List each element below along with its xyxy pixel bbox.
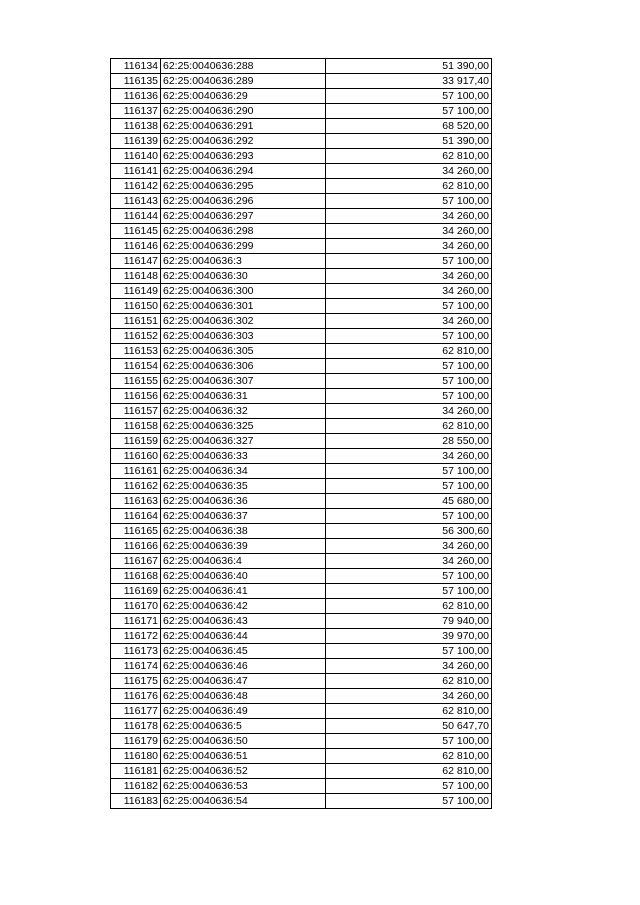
cadastral-number-cell: 62:25:0040636:53: [161, 779, 326, 794]
table-row: [111, 299, 492, 314]
table-row: [111, 719, 492, 734]
row-number-cell: 116176: [111, 689, 161, 704]
row-number-cell: 116144: [111, 209, 161, 224]
value-cell: 34 260,00: [326, 239, 492, 254]
table-row: [111, 734, 492, 749]
cadastral-number-cell: 62:25:0040636:292: [161, 134, 326, 149]
row-number-cell: 116166: [111, 539, 161, 554]
row-number-cell: 116160: [111, 449, 161, 464]
cadastral-number-cell: 62:25:0040636:40: [161, 569, 326, 584]
value-cell: 50 647,70: [326, 719, 492, 734]
row-number-cell: 116147: [111, 254, 161, 269]
table-row: [111, 254, 492, 269]
value-cell: 57 100,00: [326, 374, 492, 389]
table-row: [111, 419, 492, 434]
cadastral-number-cell: 62:25:0040636:38: [161, 524, 326, 539]
row-number-cell: 116149: [111, 284, 161, 299]
row-number-cell: 116143: [111, 194, 161, 209]
table-row: [111, 314, 492, 329]
row-number-cell: 116183: [111, 794, 161, 809]
row-number-cell: 116140: [111, 149, 161, 164]
cadastral-number-cell: 62:25:0040636:302: [161, 314, 326, 329]
cadastral-number-cell: 62:25:0040636:37: [161, 509, 326, 524]
cadastral-number-cell: 62:25:0040636:41: [161, 584, 326, 599]
value-cell: 57 100,00: [326, 734, 492, 749]
cadastral-number-cell: 62:25:0040636:299: [161, 239, 326, 254]
value-cell: 57 100,00: [326, 779, 492, 794]
table-row: [111, 509, 492, 524]
row-number-cell: 116181: [111, 764, 161, 779]
table-row: [111, 449, 492, 464]
cadastral-number-cell: 62:25:0040636:35: [161, 479, 326, 494]
table-row: [111, 389, 492, 404]
row-number-cell: 116150: [111, 299, 161, 314]
table-row: [111, 269, 492, 284]
row-number-cell: 116139: [111, 134, 161, 149]
table-row: [111, 344, 492, 359]
cadastral-number-cell: 62:25:0040636:5: [161, 719, 326, 734]
table-row: [111, 359, 492, 374]
value-cell: 34 260,00: [326, 224, 492, 239]
row-number-cell: 116174: [111, 659, 161, 674]
table-row: [111, 164, 492, 179]
value-cell: 57 100,00: [326, 464, 492, 479]
cadastral-number-cell: 62:25:0040636:294: [161, 164, 326, 179]
row-number-cell: 116155: [111, 374, 161, 389]
row-number-cell: 116169: [111, 584, 161, 599]
value-cell: 62 810,00: [326, 749, 492, 764]
row-number-cell: 116159: [111, 434, 161, 449]
table-row: [111, 524, 492, 539]
table-row: [111, 119, 492, 134]
table-row: [111, 134, 492, 149]
table-row: [111, 674, 492, 689]
table-row: [111, 494, 492, 509]
cadastral-number-cell: 62:25:0040636:3: [161, 254, 326, 269]
row-number-cell: 116137: [111, 104, 161, 119]
value-cell: 34 260,00: [326, 449, 492, 464]
cadastral-number-cell: 62:25:0040636:300: [161, 284, 326, 299]
table-row: [111, 59, 492, 74]
value-cell: 62 810,00: [326, 344, 492, 359]
row-number-cell: 116138: [111, 119, 161, 134]
value-cell: 79 940,00: [326, 614, 492, 629]
value-cell: 57 100,00: [326, 389, 492, 404]
cadastral-number-cell: 62:25:0040636:29: [161, 89, 326, 104]
value-cell: 62 810,00: [326, 149, 492, 164]
row-number-cell: 116172: [111, 629, 161, 644]
table-row: [111, 644, 492, 659]
table-row: [111, 209, 492, 224]
value-cell: 57 100,00: [326, 329, 492, 344]
cadastral-number-cell: 62:25:0040636:51: [161, 749, 326, 764]
cadastral-number-cell: 62:25:0040636:296: [161, 194, 326, 209]
table-row: [111, 434, 492, 449]
row-number-cell: 116148: [111, 269, 161, 284]
value-cell: 34 260,00: [326, 539, 492, 554]
value-cell: 62 810,00: [326, 599, 492, 614]
row-number-cell: 116157: [111, 404, 161, 419]
table-row: [111, 584, 492, 599]
table-row: [111, 464, 492, 479]
table-row: [111, 329, 492, 344]
table-row: [111, 224, 492, 239]
table-row: [111, 404, 492, 419]
row-number-cell: 116182: [111, 779, 161, 794]
cadastral-number-cell: 62:25:0040636:306: [161, 359, 326, 374]
value-cell: 39 970,00: [326, 629, 492, 644]
cadastral-number-cell: 62:25:0040636:289: [161, 74, 326, 89]
row-number-cell: 116179: [111, 734, 161, 749]
value-cell: 57 100,00: [326, 89, 492, 104]
data-table: [110, 58, 492, 809]
value-cell: 57 100,00: [326, 569, 492, 584]
row-number-cell: 116180: [111, 749, 161, 764]
value-cell: 57 100,00: [326, 254, 492, 269]
value-cell: 34 260,00: [326, 284, 492, 299]
cadastral-number-cell: 62:25:0040636:4: [161, 554, 326, 569]
row-number-cell: 116167: [111, 554, 161, 569]
cadastral-number-cell: 62:25:0040636:47: [161, 674, 326, 689]
cadastral-number-cell: 62:25:0040636:48: [161, 689, 326, 704]
value-cell: 62 810,00: [326, 704, 492, 719]
row-number-cell: 116146: [111, 239, 161, 254]
value-cell: 33 917,40: [326, 74, 492, 89]
table-row: [111, 104, 492, 119]
row-number-cell: 116154: [111, 359, 161, 374]
cadastral-number-cell: 62:25:0040636:301: [161, 299, 326, 314]
value-cell: 62 810,00: [326, 674, 492, 689]
cadastral-number-cell: 62:25:0040636:291: [161, 119, 326, 134]
cadastral-number-cell: 62:25:0040636:46: [161, 659, 326, 674]
value-cell: 34 260,00: [326, 164, 492, 179]
table-row: [111, 599, 492, 614]
table-row: [111, 89, 492, 104]
table-row: [111, 239, 492, 254]
table-row: [111, 479, 492, 494]
table-row: [111, 779, 492, 794]
row-number-cell: 116170: [111, 599, 161, 614]
table-row: [111, 629, 492, 644]
value-cell: 57 100,00: [326, 479, 492, 494]
cadastral-number-cell: 62:25:0040636:288: [161, 59, 326, 74]
cadastral-number-cell: 62:25:0040636:327: [161, 434, 326, 449]
value-cell: 34 260,00: [326, 554, 492, 569]
table-row: [111, 749, 492, 764]
value-cell: 57 100,00: [326, 509, 492, 524]
cadastral-number-cell: 62:25:0040636:298: [161, 224, 326, 239]
table-row: [111, 194, 492, 209]
table-row: [111, 179, 492, 194]
cadastral-number-cell: 62:25:0040636:52: [161, 764, 326, 779]
cadastral-number-cell: 62:25:0040636:290: [161, 104, 326, 119]
table-row: [111, 149, 492, 164]
row-number-cell: 116141: [111, 164, 161, 179]
table-row: [111, 794, 492, 809]
cadastral-number-cell: 62:25:0040636:293: [161, 149, 326, 164]
row-number-cell: 116134: [111, 59, 161, 74]
value-cell: 57 100,00: [326, 794, 492, 809]
row-number-cell: 116165: [111, 524, 161, 539]
row-number-cell: 116173: [111, 644, 161, 659]
value-cell: 34 260,00: [326, 689, 492, 704]
value-cell: 34 260,00: [326, 404, 492, 419]
value-cell: 57 100,00: [326, 584, 492, 599]
value-cell: 57 100,00: [326, 104, 492, 119]
table-body: [111, 59, 492, 809]
value-cell: 57 100,00: [326, 644, 492, 659]
cadastral-number-cell: 62:25:0040636:50: [161, 734, 326, 749]
table-row: [111, 554, 492, 569]
value-cell: 57 100,00: [326, 299, 492, 314]
cadastral-number-cell: 62:25:0040636:36: [161, 494, 326, 509]
value-cell: 45 680,00: [326, 494, 492, 509]
value-cell: 68 520,00: [326, 119, 492, 134]
row-number-cell: 116162: [111, 479, 161, 494]
value-cell: 57 100,00: [326, 194, 492, 209]
cadastral-number-cell: 62:25:0040636:303: [161, 329, 326, 344]
cadastral-number-cell: 62:25:0040636:43: [161, 614, 326, 629]
cadastral-number-cell: 62:25:0040636:54: [161, 794, 326, 809]
cadastral-number-cell: 62:25:0040636:44: [161, 629, 326, 644]
value-cell: 34 260,00: [326, 314, 492, 329]
cadastral-number-cell: 62:25:0040636:325: [161, 419, 326, 434]
cadastral-number-cell: 62:25:0040636:295: [161, 179, 326, 194]
value-cell: 51 390,00: [326, 134, 492, 149]
table-row: [111, 74, 492, 89]
row-number-cell: 116171: [111, 614, 161, 629]
table-row: [111, 659, 492, 674]
row-number-cell: 116158: [111, 419, 161, 434]
row-number-cell: 116178: [111, 719, 161, 734]
cadastral-number-cell: 62:25:0040636:32: [161, 404, 326, 419]
row-number-cell: 116177: [111, 704, 161, 719]
row-number-cell: 116168: [111, 569, 161, 584]
row-number-cell: 116145: [111, 224, 161, 239]
table-row: [111, 764, 492, 779]
row-number-cell: 116136: [111, 89, 161, 104]
cadastral-number-cell: 62:25:0040636:49: [161, 704, 326, 719]
row-number-cell: 116152: [111, 329, 161, 344]
cadastral-number-cell: 62:25:0040636:30: [161, 269, 326, 284]
table-row: [111, 689, 492, 704]
table-row: [111, 704, 492, 719]
table-row: [111, 284, 492, 299]
value-cell: 62 810,00: [326, 179, 492, 194]
row-number-cell: 116142: [111, 179, 161, 194]
cadastral-number-cell: 62:25:0040636:45: [161, 644, 326, 659]
table-row: [111, 539, 492, 554]
value-cell: 51 390,00: [326, 59, 492, 74]
cadastral-number-cell: 62:25:0040636:39: [161, 539, 326, 554]
table-row: [111, 569, 492, 584]
row-number-cell: 116163: [111, 494, 161, 509]
table-row: [111, 614, 492, 629]
value-cell: 34 260,00: [326, 209, 492, 224]
row-number-cell: 116156: [111, 389, 161, 404]
cadastral-number-cell: 62:25:0040636:307: [161, 374, 326, 389]
row-number-cell: 116164: [111, 509, 161, 524]
cadastral-number-cell: 62:25:0040636:31: [161, 389, 326, 404]
value-cell: 62 810,00: [326, 419, 492, 434]
cadastral-number-cell: 62:25:0040636:305: [161, 344, 326, 359]
value-cell: 34 260,00: [326, 269, 492, 284]
value-cell: 56 300,60: [326, 524, 492, 539]
value-cell: 57 100,00: [326, 359, 492, 374]
row-number-cell: 116175: [111, 674, 161, 689]
cadastral-number-cell: 62:25:0040636:33: [161, 449, 326, 464]
cadastral-number-cell: 62:25:0040636:297: [161, 209, 326, 224]
value-cell: 34 260,00: [326, 659, 492, 674]
table-row: [111, 374, 492, 389]
cadastral-number-cell: 62:25:0040636:34: [161, 464, 326, 479]
value-cell: 28 550,00: [326, 434, 492, 449]
cadastral-number-cell: 62:25:0040636:42: [161, 599, 326, 614]
value-cell: 62 810,00: [326, 764, 492, 779]
row-number-cell: 116161: [111, 464, 161, 479]
row-number-cell: 116135: [111, 74, 161, 89]
row-number-cell: 116153: [111, 344, 161, 359]
row-number-cell: 116151: [111, 314, 161, 329]
